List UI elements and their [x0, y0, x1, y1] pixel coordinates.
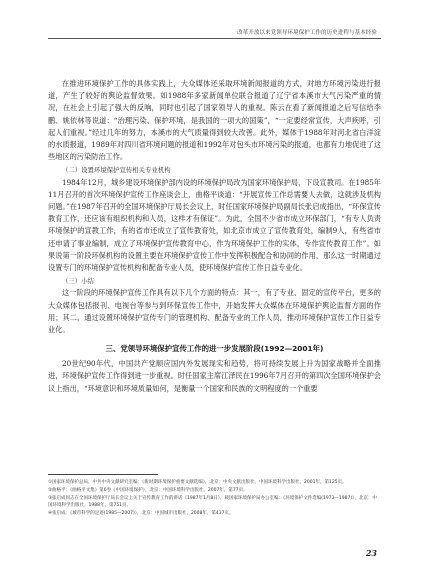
paragraph-media-supervision: 在推进环境保护工作的具体实践上，大众媒体还采取环境新闻报道的方式，对地方环境污染进行报道，产生了较好的舆论监督效果。如1988年多家新闻单位联合报道了辽宁省本溪市大气污染严重的情况，在社会上引起了强大的反响，同时也引起了国家领导人的重视。陈云在看了新闻报道之后写信给李鹏、姚依林等说道：“治理污染、保护环境，是我国的一项大的国策”，“一定要经常宣传，大声疾呼，引起人们重视。”经过几年的努力，本溪市的大气质量得到较大改善。此外，媒体于1988年对河北省白洋淀的水质报道，1989年对四川省环境问题的报道和1992年对包头市环境污染的报道，也都有力地促进了这些地区的污染防治工作。 — [48, 79, 381, 162]
paragraph-institutions: 1984年12月，城乡建设环境保护部内设的环境保护局改为国家环境保护局，下设宣教司。在1985年11月召开的首次环境保护宣传工作座谈会上，曲格平谈道：“开展宣传工作总需要人去做，这就涉及机构问题。”在1987年召开的全国环境保护厅局长会议上，时任国家环境保护局副局长张启成指出，“环保宣传教育工作，还应该有组织机构和人员，这样才有保证”。为此，全国不少省市成立环保部门，“有专人负责环境保护的宣教工作，有的省市还成立了宣传教育处，如北京市成立了宣传教育处，编制9人，有些省市还申请了事业编制，成立了环境保护宣传教育中心，作为环境保护工作的实体，专作宣传教育工作”。如果说第一阶段环保机构的设置主要在环境保护宣传工作中发挥积极配合和协同的作用，那么这一时期通过设置专门的环境保护宣传机构和配备专业人员，使环境保护宣传工作日益专业化。 — [48, 177, 381, 273]
footnote: ①国家环境保护总局、中共中央文献研究室编：《新时期环境保护重要文献选编》，北京：中央文献出版社、中国环境科学出版社，2001年，第125页。 — [48, 480, 347, 485]
footnote: ②曲格平：《曲格平文集》第6卷《中国环境保护》，北京：中国环境科学出版社，2007年，第77页。 — [48, 487, 248, 493]
footnote-rule — [48, 474, 158, 475]
subheading-summary: （三）小结 — [62, 277, 94, 286]
section-heading: 三、党领导环境保护宣传工作的进一步发展阶段(1992—2001年) — [105, 344, 324, 354]
footnote: ③张启成同志在全国环境保护厅局长会议上关于宣传教育工作的讲话（1987年1月8日），载国家环境保护局办公室编：《环境保护文件选编(1973—1987)》，北京：中国环境科学出版社，1988年，第751页。 — [48, 495, 377, 509]
header-rule — [48, 38, 381, 39]
paragraph-summary: 这一阶段的环境保护宣传工作具有以下几个方面的特点：其一，有了专业、固定的宣传平台，更多的大众媒体包括报刊、电视台等参与到环保宣传工作中，开始发挥大众媒体在环境保护舆论监督方面的作用；其二，通过设置环境保护宣传专门的管理机构、配备专业的工作人员，推动环境保护宣传工作日益专业化。 — [48, 288, 381, 335]
footnotes — [48, 479, 381, 518]
body-text — [48, 78, 381, 395]
page-number: 23 — [365, 548, 377, 558]
footnote: ④张启成：《城市科学的足迹(1985—2007)》，北京：中国城市出版社，2008年，第437页。 — [48, 511, 234, 517]
paragraph-section-three: 20世纪90年代，中国共产党顺应国内外发展现实和趋势，将可持续发展上升为国家战略并全面推进，环境保护宣传工作得到进一步重视。时任国家主席江泽民在1996年7月召开的第四次全国环境保护会议上指出，“环境意识和环境质量如何，是衡量一个国家和民族的文明程度的一个重要 — [48, 359, 381, 393]
running-header: 改革开放以来党领导环境保护工作的历史进程与基本经验 — [237, 30, 377, 36]
subheading-institutions: （二）设置环境保护宣传相关专业机构 — [62, 166, 171, 175]
